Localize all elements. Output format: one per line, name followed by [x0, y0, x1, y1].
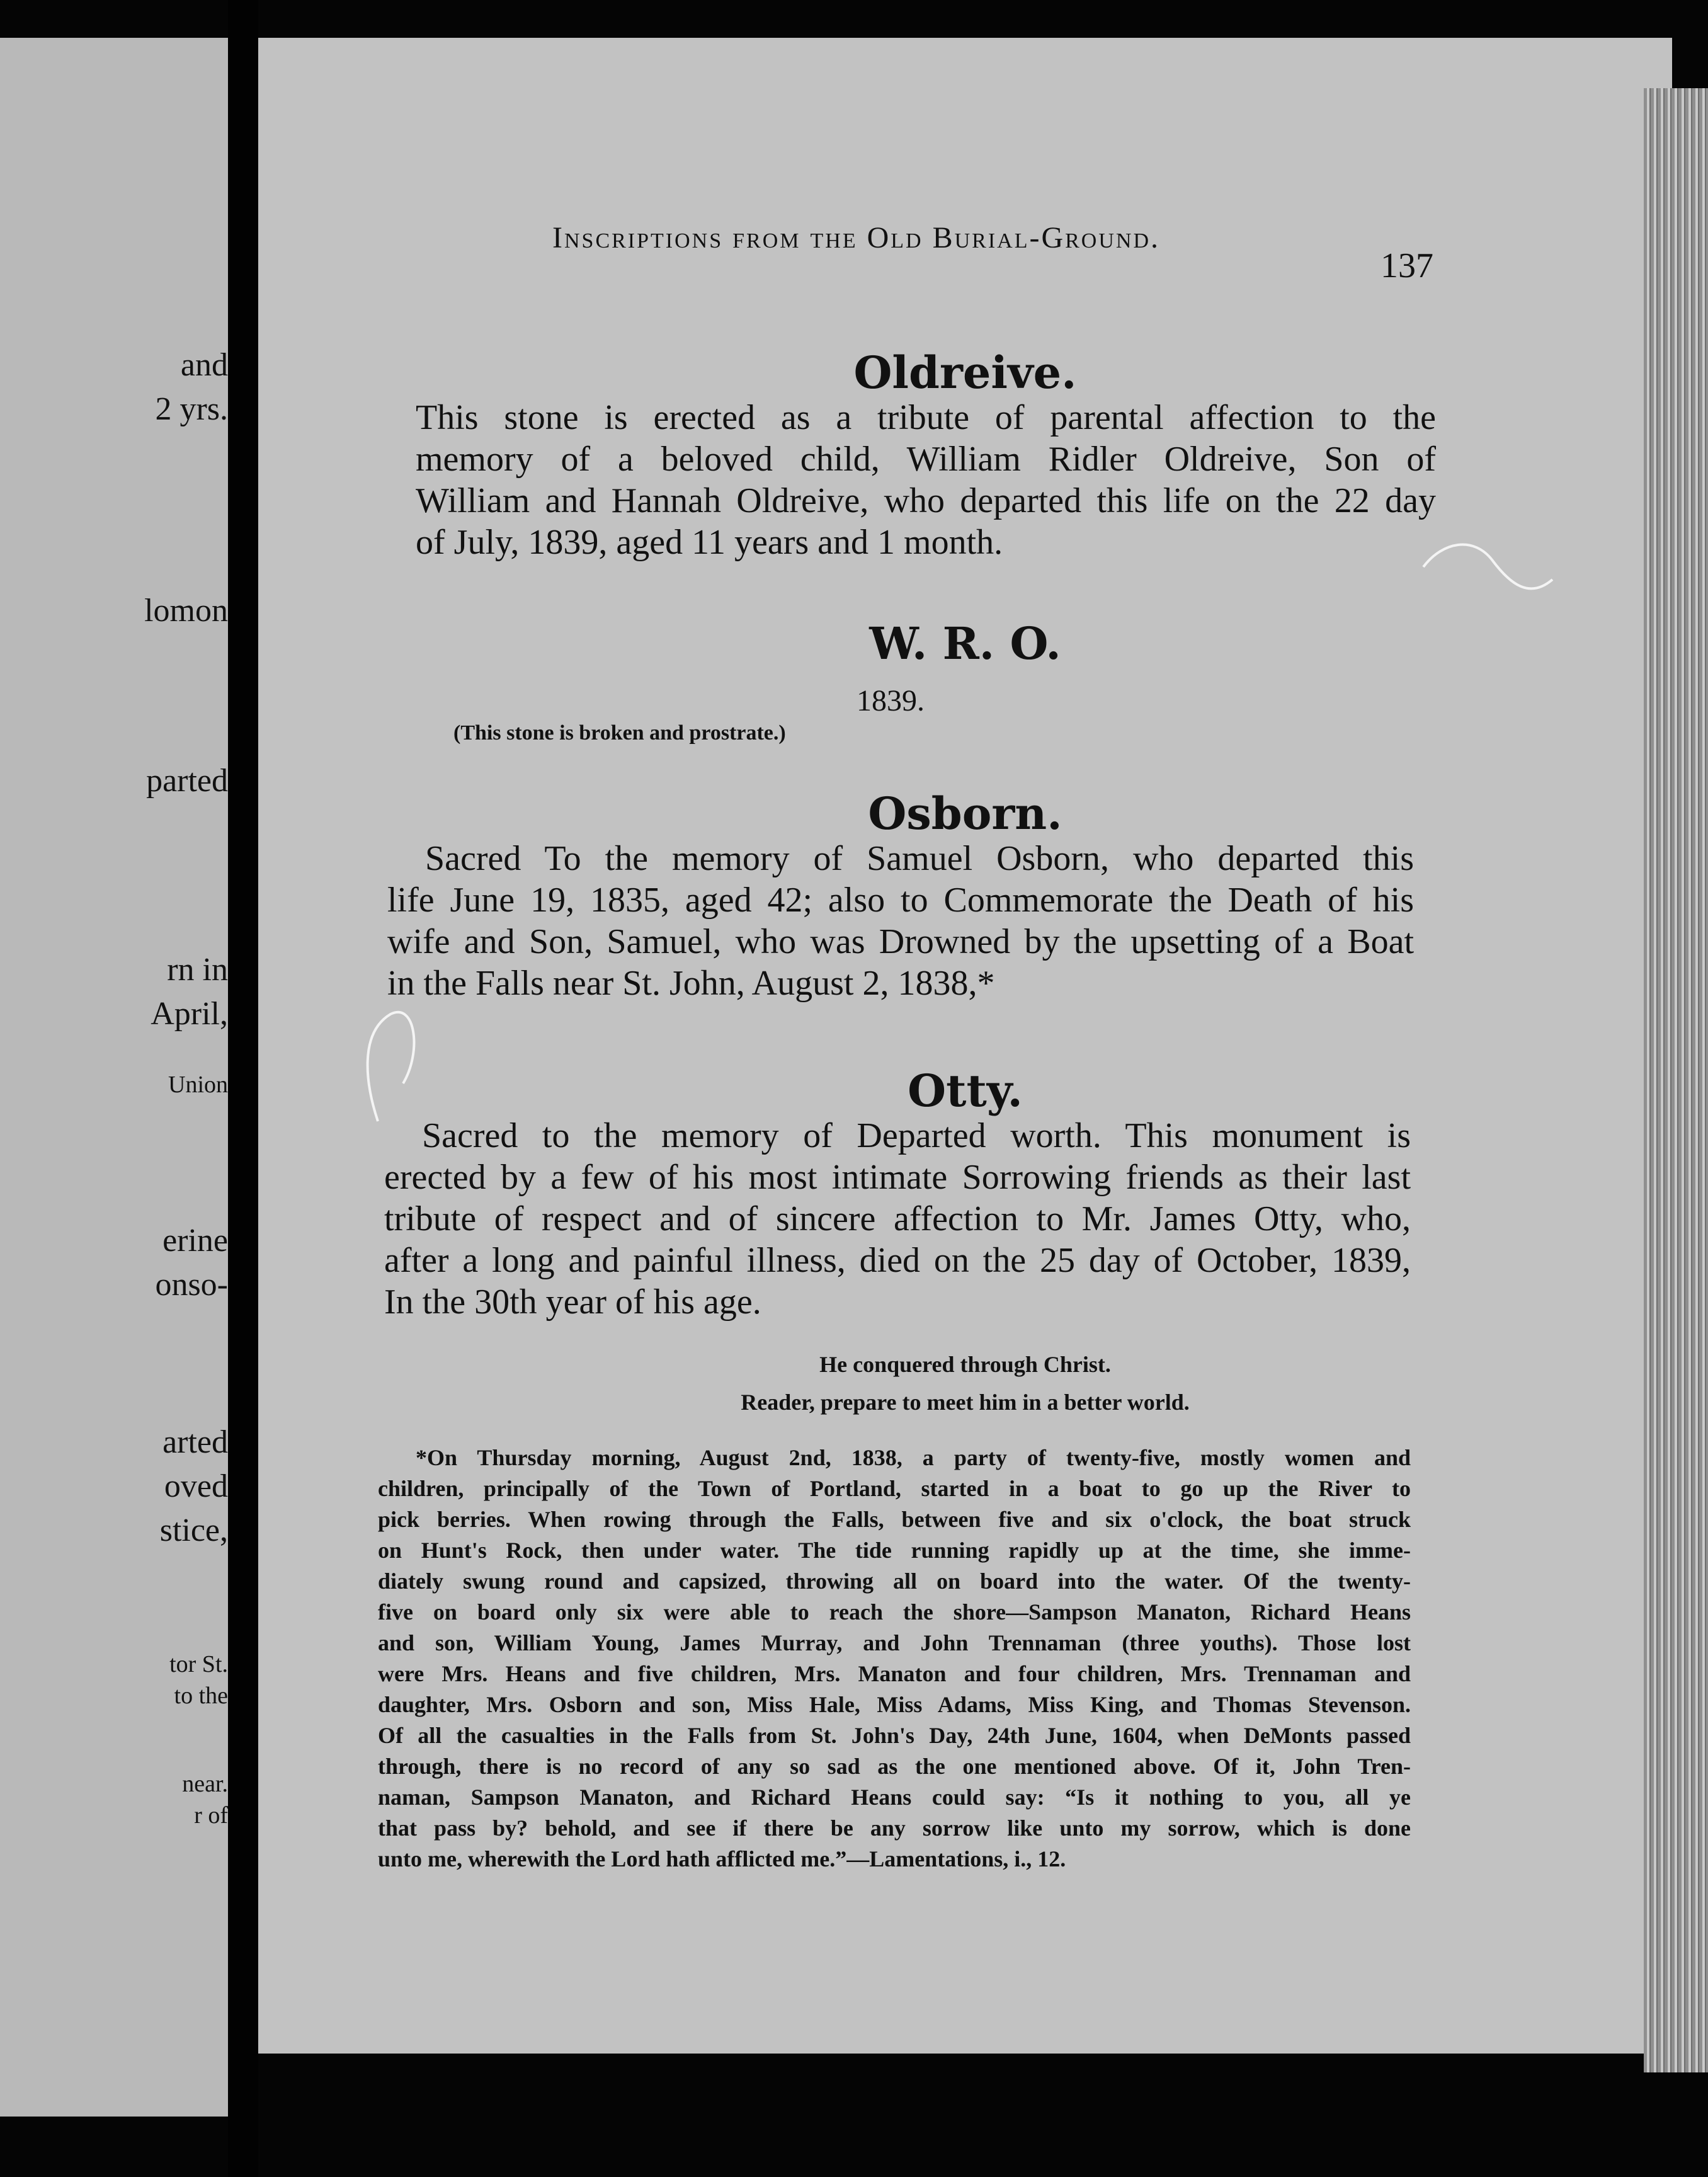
text-line: In the 30th year of his age. [384, 1283, 761, 1322]
left-fragment: to the [174, 1683, 228, 1709]
footnote-line: on Hunt's Rock, then under water. The tide running rapidly up at the time, she imme- [378, 1538, 1411, 1563]
inscription-oldreive [416, 397, 1436, 563]
scratch-mark [353, 995, 441, 1134]
left-fragment: tor St. [169, 1651, 228, 1677]
left-fragment: rn in [167, 952, 228, 988]
left-fragment: lomon [144, 593, 228, 629]
text-line: after a long and painful illness, died on the 25 day of October, 1839, [384, 1241, 1411, 1280]
text-line: memory of a beloved child, William Ridler Oldreive, Son of [416, 440, 1436, 479]
left-fragment: parted [146, 763, 228, 799]
heading-osborn: Osborn. [868, 787, 1062, 840]
book-gutter [228, 0, 258, 2177]
text-line: Sacred To the memory of Samuel Osborn, who departed this [425, 839, 1414, 878]
text-line: wife and Son, Samuel, who was Drowned by the upsetting of a Boat [387, 922, 1414, 961]
left-fragment: r of [194, 1802, 228, 1829]
text-line: Sacred to the memory of Departed worth. This monument is [422, 1116, 1411, 1155]
page-number: 137 [1381, 246, 1433, 285]
left-fragment: onso- [155, 1267, 228, 1303]
right-page [258, 38, 1672, 2054]
inscription-otty [384, 1115, 1411, 1323]
epitaph-line: Reader, prepare to meet him in a better world. [741, 1390, 1190, 1415]
footnote-line: daughter, Mrs. Osborn and son, Miss Hale, Miss Adams, Miss King, and Thomas Stevenson. [378, 1692, 1411, 1717]
inscription-osborn [387, 838, 1414, 1004]
left-fragment: arted [162, 1424, 228, 1460]
footnote-line: that pass by? behold, and see if there be any sorrow like unto my sorrow, which is done [378, 1815, 1411, 1841]
footnote-line: were Mrs. Heans and five children, Mrs. Manaton and four children, Mrs. Trennaman and [378, 1661, 1411, 1686]
footnote-line: diately swung round and capsized, throwing all on board into the water. Of the twenty- [378, 1568, 1411, 1594]
left-page [0, 38, 228, 2117]
footnote-line: unto me, wherewith the Lord hath afflicted me.”—Lamentations, i., 12. [378, 1846, 1066, 1871]
footnote-line: children, principally of the Town of Portland, started in a boat to go up the River to [378, 1476, 1411, 1501]
footnote [378, 1443, 1411, 1875]
left-fragment: near. [182, 1771, 228, 1797]
left-fragment: and [180, 347, 228, 383]
left-fragment: oved [164, 1468, 228, 1504]
text-line: erected by a few of his most intimate Sorrowing friends as their last [384, 1158, 1411, 1197]
running-header: Inscriptions from the Old Burial-Ground. [552, 221, 1161, 254]
text-line: in the Falls near St. John, August 2, 1838,* [387, 964, 995, 1003]
text-line: This stone is erected as a tribute of parental affection to the [416, 398, 1436, 437]
text-line: tribute of respect and of sincere affection to Mr. James Otty, who, [384, 1199, 1411, 1238]
left-fragment: stice, [159, 1512, 228, 1548]
left-fragment: 2 yrs. [155, 391, 228, 427]
year-wro: 1839. [857, 684, 925, 717]
footnote-line: Of all the casualties in the Falls from St. John's Day, 24th June, 1604, when DeMonts passed [378, 1723, 1411, 1748]
footnote-line: and son, William Young, James Murray, and John Trennaman (three youths). Those lost [378, 1630, 1411, 1655]
heading-wro: W. R. O. [869, 617, 1061, 670]
footnote-line: pick berries. When rowing through the Falls, between five and six o'clock, the boat struck [378, 1507, 1411, 1532]
left-fragment: April, [151, 996, 228, 1032]
page-edge-stack [1644, 88, 1708, 2072]
heading-otty: Otty. [908, 1065, 1023, 1117]
note-wro: (This stone is broken and prostrate.) [453, 721, 786, 745]
footnote-line: five on board only six were able to reach the shore—Sampson Manaton, Richard Heans [378, 1599, 1411, 1625]
footnote-line: naman, Sampson Manaton, and Richard Heans could say: “Is it nothing to you, all ye [378, 1785, 1411, 1810]
epitaph-line: He conquered through Christ. [819, 1352, 1111, 1377]
text-line: life June 19, 1835, aged 42; also to Commemorate the Death of his [387, 881, 1414, 920]
footnote-line: through, there is no record of any so sad as the one mentioned above. Of it, John Tren- [378, 1754, 1411, 1779]
footnote-line: *On Thursday morning, August 2nd, 1838, a party of twenty-five, mostly women and [416, 1445, 1411, 1470]
text-line: of July, 1839, aged 11 years and 1 month. [416, 523, 1003, 562]
left-fragment: erine [162, 1223, 228, 1259]
text-line: William and Hannah Oldreive, who departed this life on the 22 day [416, 481, 1436, 520]
scratch-mark [1417, 529, 1562, 630]
heading-oldreive: Oldreive. [853, 346, 1077, 399]
left-fragment: Union [168, 1071, 228, 1098]
